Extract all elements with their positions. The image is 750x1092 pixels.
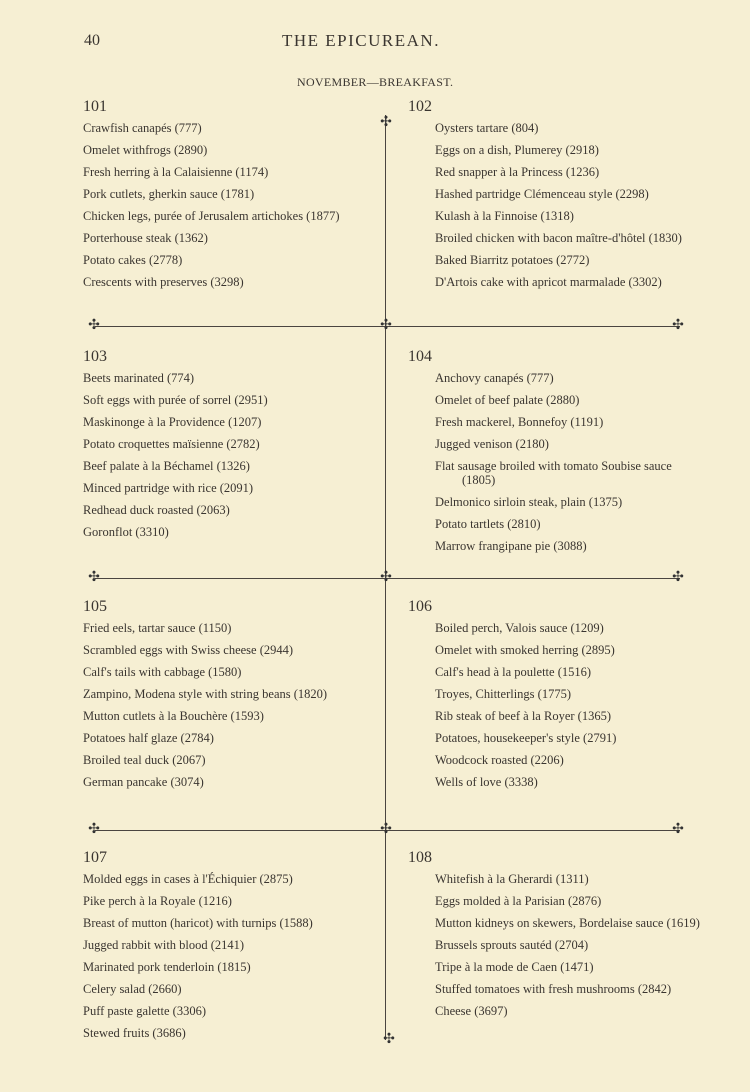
menu-item: Red snapper à la Princess (1236) xyxy=(435,165,600,179)
menu-number: 104 xyxy=(408,348,432,365)
menu-item: Jugged rabbit with blood (2141) xyxy=(83,938,245,952)
menu-item: Breast of mutton (haricot) with turnips (1588) xyxy=(83,916,313,930)
menu-number: 106 xyxy=(408,598,432,615)
menu-item: Tripe à la mode de Caen (1471) xyxy=(435,960,594,974)
menu-items xyxy=(83,371,383,539)
menu-item: Pike perch à la Royale (1216) xyxy=(83,894,232,908)
menu-item: Fresh herring à la Calaisienne (1174) xyxy=(83,165,269,179)
menu-item: Delmonico sirloin steak, plain (1375) xyxy=(435,495,623,509)
menu-number: 103 xyxy=(83,348,107,365)
menu-item: Omelet withfrogs (2890) xyxy=(83,143,208,157)
menu-item: Stewed fruits (3686) xyxy=(83,1026,186,1040)
menu-item: Potatoes half glaze (2784) xyxy=(83,731,214,745)
menu-item: Minced partridge with rice (2091) xyxy=(83,481,254,495)
menu-105 xyxy=(83,597,383,797)
menu-item: Porterhouse steak (1362) xyxy=(83,231,208,245)
cross-ornament-icon: ✣ xyxy=(672,822,684,837)
section-title: NOVEMBER—BREAKFAST. xyxy=(297,75,454,89)
menu-item: Fresh mackerel, Bonnefoy (1191) xyxy=(435,415,604,429)
menu-item: Mutton kidneys on skewers, Bordelaise sauce (1619) xyxy=(435,916,700,930)
menu-item: Flat sausage broiled with tomato Soubise sauce (1805) xyxy=(435,459,672,487)
menu-item: Beef palate à la Béchamel (1326) xyxy=(83,459,250,473)
menu-item: Potato tartlets (2810) xyxy=(435,517,541,531)
menu-item: Anchovy canapés (777) xyxy=(435,371,554,385)
cross-ornament-icon: ✣ xyxy=(380,318,392,333)
menu-item: Scrambled eggs with Swiss cheese (2944) xyxy=(83,643,294,657)
menu-item: Redhead duck roasted (2063) xyxy=(83,503,230,517)
menu-item: Celery salad (2660) xyxy=(83,982,182,996)
menu-item: Baked Biarritz potatoes (2772) xyxy=(435,253,590,267)
menu-item: German pancake (3074) xyxy=(83,775,204,789)
menu-number: 105 xyxy=(83,598,107,615)
menu-item: Molded eggs in cases à l'Échiquier (2875) xyxy=(83,872,293,886)
menu-107 xyxy=(83,848,383,1048)
menu-item: Crawfish canapés (777) xyxy=(83,121,202,135)
menu-item: Beets marinated (774) xyxy=(83,371,195,385)
cross-ornament-icon: ✣ xyxy=(380,115,392,130)
menu-item: Marinated pork tenderloin (1815) xyxy=(83,960,251,974)
menu-item: Puff paste galette (3306) xyxy=(83,1004,206,1018)
menu-item: Cheese (3697) xyxy=(435,1004,508,1018)
menu-item: Potato cakes (2778) xyxy=(83,253,183,267)
menu-number: 107 xyxy=(83,849,107,866)
cross-ornament-icon: ✣ xyxy=(88,822,100,837)
menu-items xyxy=(408,621,708,789)
menu-103 xyxy=(83,347,383,547)
cross-ornament-icon: ✣ xyxy=(380,822,392,837)
menu-items xyxy=(408,872,708,1018)
menu-item: Boiled perch, Valois sauce (1209) xyxy=(435,621,604,635)
menu-item: Marrow frangipane pie (3088) xyxy=(435,539,587,553)
menu-item: Eggs on a dish, Plumerey (2918) xyxy=(435,143,599,157)
menu-item: Jugged venison (2180) xyxy=(435,437,549,451)
menu-item: D'Artois cake with apricot marmalade (3302) xyxy=(435,275,662,289)
menu-item: Omelet of beef palate (2880) xyxy=(435,393,580,407)
menu-102 xyxy=(408,97,708,297)
cross-ornament-icon: ✣ xyxy=(88,570,100,585)
menu-number: 101 xyxy=(83,98,107,115)
menu-item: Eggs molded à la Parisian (2876) xyxy=(435,894,602,908)
menu-number: 108 xyxy=(408,849,432,866)
page-number: 40 xyxy=(84,32,100,49)
menu-108 xyxy=(408,848,708,1026)
menu-item: Hashed partridge Clémenceau style (2298) xyxy=(435,187,649,201)
menu-item: Whitefish à la Gherardi (1311) xyxy=(435,872,589,886)
menu-item: Calf's tails with cabbage (1580) xyxy=(83,665,242,679)
cross-ornament-icon: ✣ xyxy=(672,570,684,585)
menu-item: Wells of love (3338) xyxy=(435,775,538,789)
menu-item: Calf's head à la poulette (1516) xyxy=(435,665,592,679)
menu-item: Rib steak of beef à la Royer (1365) xyxy=(435,709,611,723)
menu-items xyxy=(408,371,708,553)
menu-item: Chicken legs, purée of Jerusalem artichokes (1877) xyxy=(83,209,340,223)
menu-items xyxy=(83,121,383,289)
cross-ornament-icon: ✣ xyxy=(383,1032,395,1047)
running-title: THE EPICUREAN. xyxy=(282,31,440,50)
menu-item: Oysters tartare (804) xyxy=(435,121,539,135)
menu-items xyxy=(83,621,383,789)
menu-item: Troyes, Chitterlings (1775) xyxy=(435,687,571,701)
menu-106 xyxy=(408,597,708,797)
menu-items xyxy=(408,121,708,289)
cross-ornament-icon: ✣ xyxy=(88,318,100,333)
menu-item: Goronflot (3310) xyxy=(83,525,169,539)
menu-item: Soft eggs with purée of sorrel (2951) xyxy=(83,393,268,407)
menu-item: Crescents with preserves (3298) xyxy=(83,275,244,289)
menu-item: Woodcock roasted (2206) xyxy=(435,753,564,767)
menu-item: Omelet with smoked herring (2895) xyxy=(435,643,615,657)
menu-item: Pork cutlets, gherkin sauce (1781) xyxy=(83,187,255,201)
cross-ornament-icon: ✣ xyxy=(380,570,392,585)
menu-item: Maskinonge à la Providence (1207) xyxy=(83,415,262,429)
menu-item: Zampino, Modena style with string beans (1820) xyxy=(83,687,328,701)
menu-item: Broiled chicken with bacon maître-d'hôtel (1830) xyxy=(435,231,682,245)
menu-item: Potato croquettes maïsienne (2782) xyxy=(83,437,260,451)
menu-items xyxy=(83,872,383,1040)
menu-item: Potatoes, housekeeper's style (2791) xyxy=(435,731,617,745)
menu-item: Kulash à la Finnoise (1318) xyxy=(435,209,574,223)
menu-number: 102 xyxy=(408,98,432,115)
menu-item: Fried eels, tartar sauce (1150) xyxy=(83,621,232,635)
menu-item: Broiled teal duck (2067) xyxy=(83,753,206,767)
menu-104 xyxy=(408,347,708,561)
menu-item: Mutton cutlets à la Bouchère (1593) xyxy=(83,709,264,723)
menu-item: Stuffed tomatoes with fresh mushrooms (2842) xyxy=(435,982,672,996)
cross-ornament-icon: ✣ xyxy=(672,318,684,333)
menu-101 xyxy=(83,97,383,297)
menu-item: Brussels sprouts sautéd (2704) xyxy=(435,938,589,952)
